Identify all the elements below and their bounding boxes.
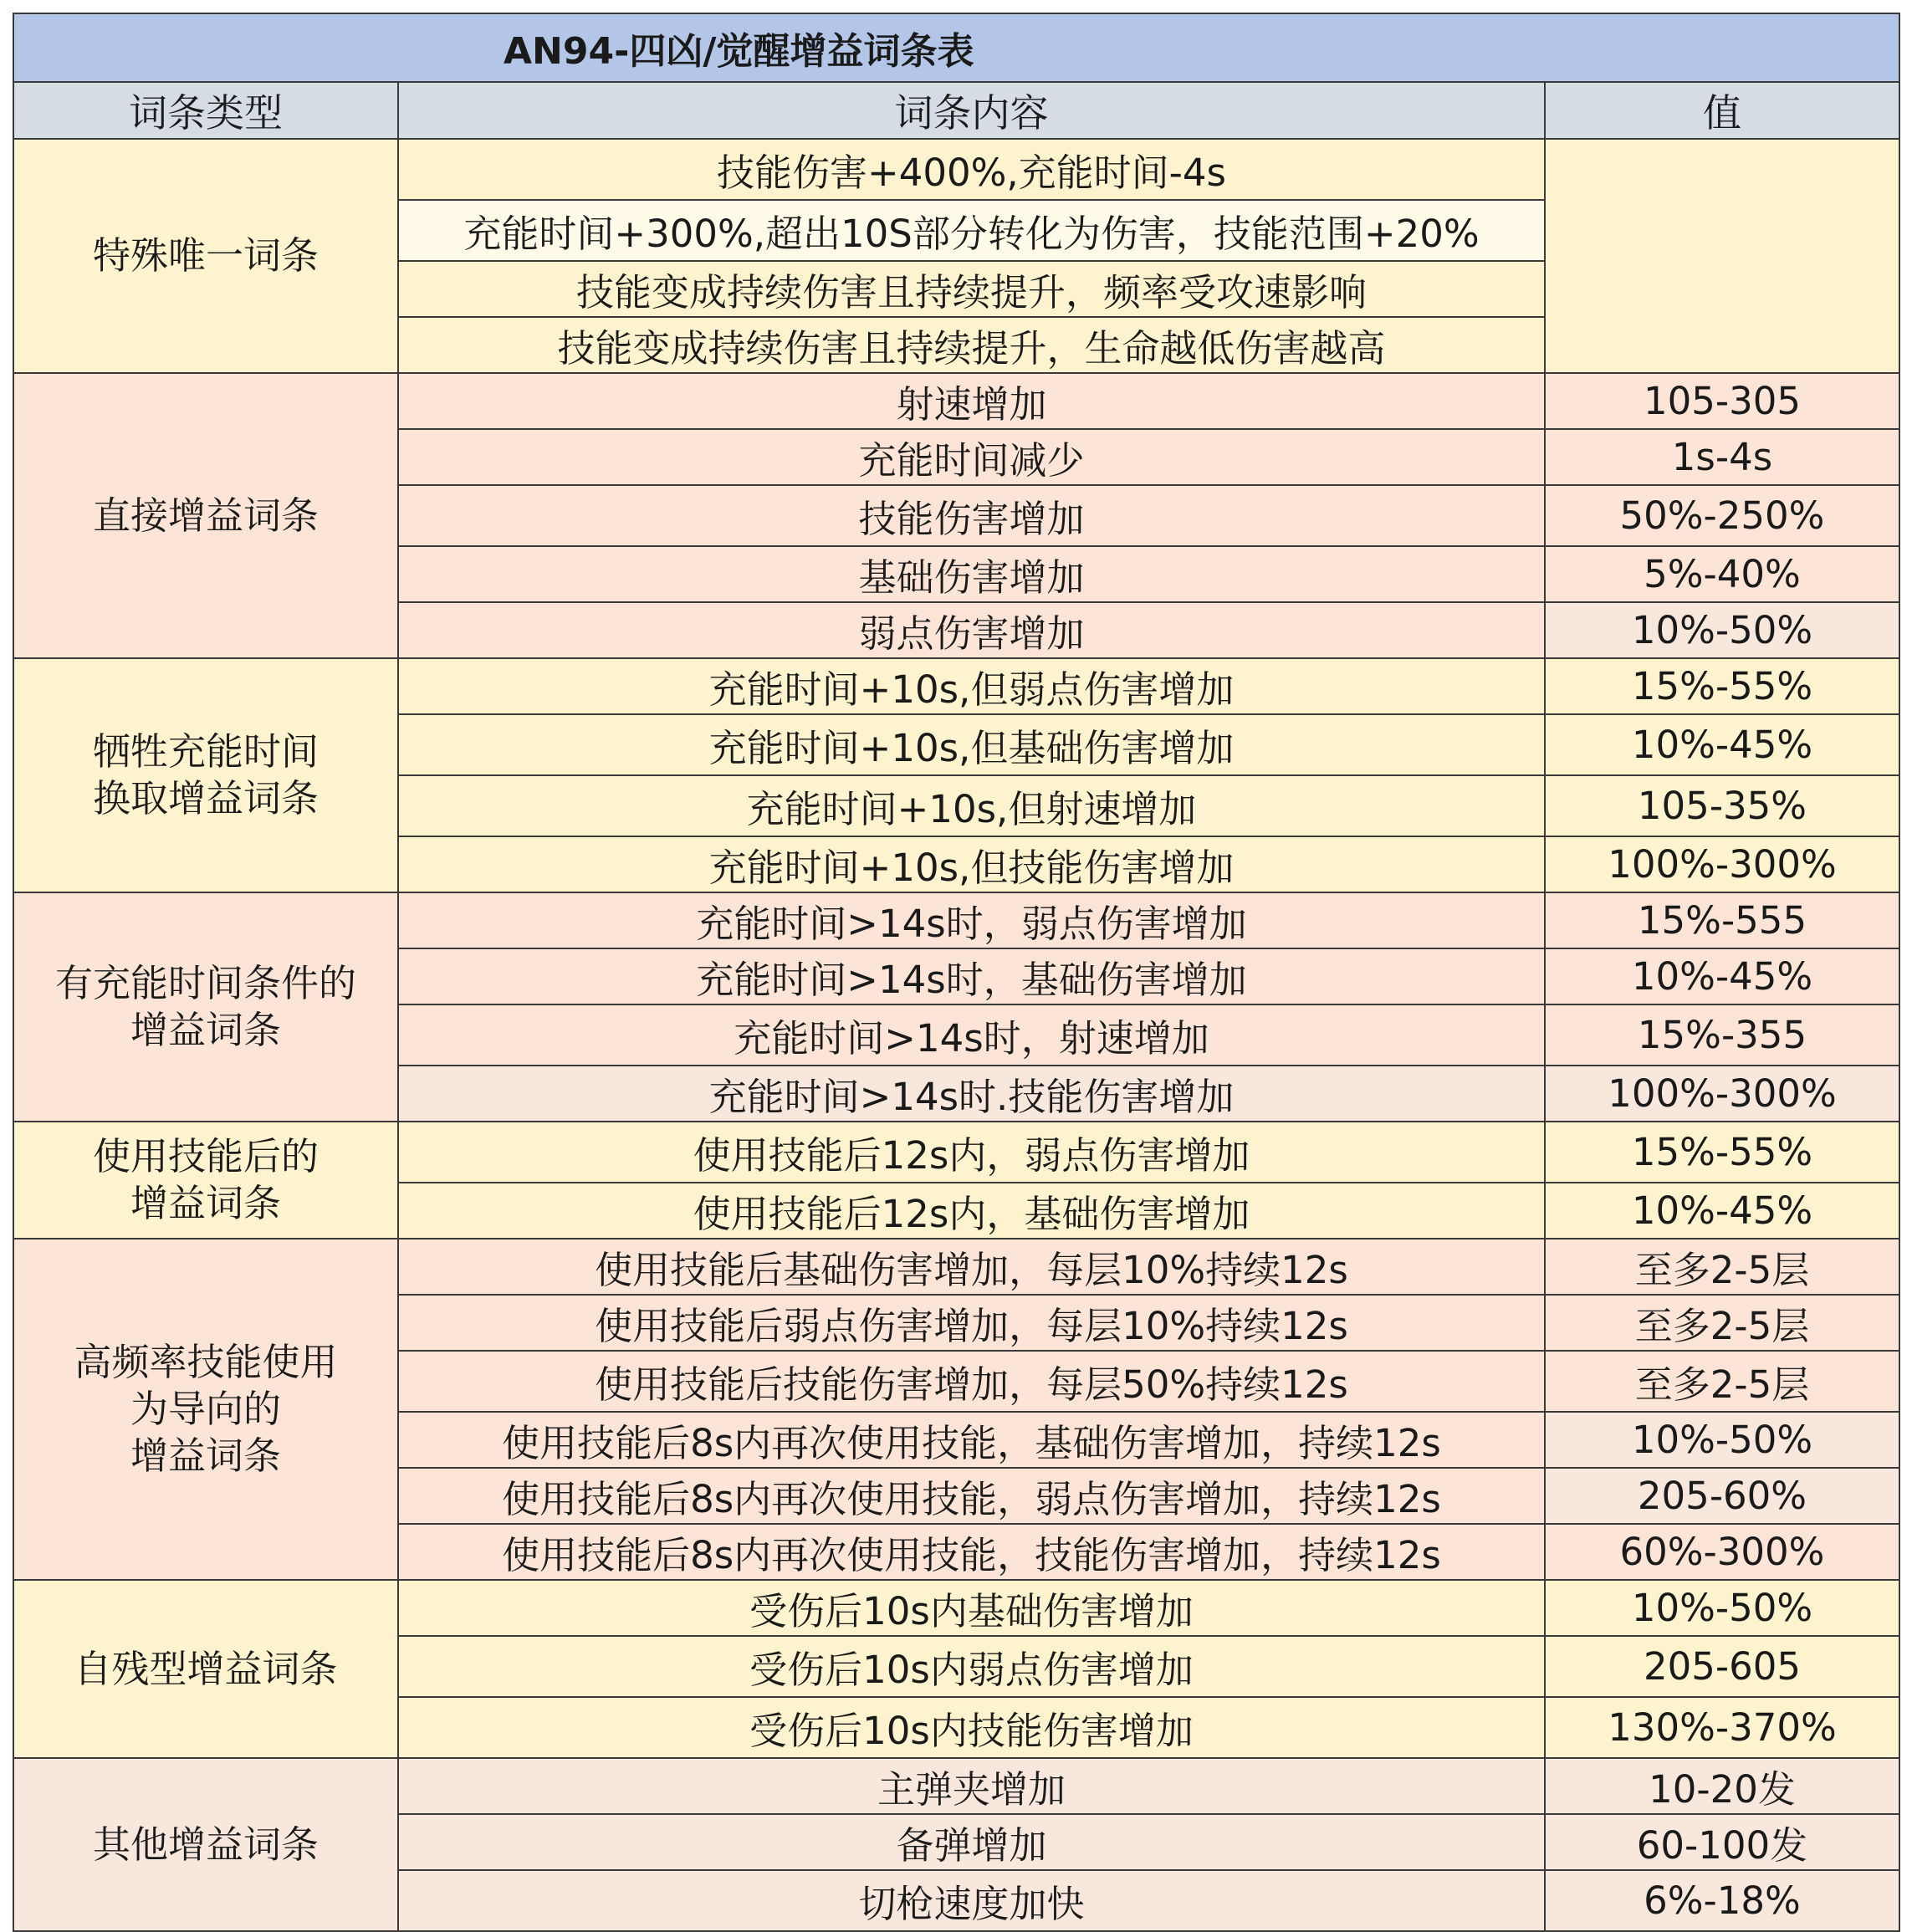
value-cell: 130%-370% [1545,1697,1899,1758]
content-cell: 充能时间+10s,但弱点伤害增加 [398,658,1545,714]
content-cell: 充能时间>14s时，弱点伤害增加 [398,892,1545,948]
value-cell: 至多2-5层 [1545,1239,1899,1295]
content-cell: 充能时间+10s,但技能伤害增加 [398,836,1545,892]
content-cell: 使用技能后基础伤害增加，每层10%持续12s [398,1239,1545,1295]
table-row [13,373,1899,429]
category-cell: 自残型增益词条 [13,1580,398,1758]
content-cell: 受伤后10s内技能伤害增加 [398,1697,1545,1758]
header-content: 词条内容 [398,82,1545,139]
value-cell: 10%-50% [1545,1580,1899,1636]
content-cell: 使用技能后8s内再次使用技能，基础伤害增加，持续12s [398,1412,1545,1468]
table-row [13,139,1899,200]
category-cell: 牺牲充能时间 换取增益词条 [13,658,398,892]
content-cell: 使用技能后技能伤害增加，每层50%持续12s [398,1351,1545,1412]
value-cell: 100%-300% [1545,836,1899,892]
header-type: 词条类型 [13,82,398,139]
content-cell: 充能时间+10s,但基础伤害增加 [398,714,1545,775]
category-cell: 使用技能后的 增益词条 [13,1122,398,1239]
value-cell: 至多2-5层 [1545,1351,1899,1412]
category-cell: 特殊唯一词条 [13,139,398,373]
value-cell: 60-100发 [1545,1814,1899,1870]
content-cell: 射速增加 [398,373,1545,429]
content-cell: 主弹夹增加 [398,1758,1545,1814]
buff-table [13,13,1900,1932]
value-cell: 至多2-5层 [1545,1295,1899,1351]
content-cell: 使用技能后12s内，基础伤害增加 [398,1183,1545,1239]
content-cell: 充能时间+300%,超出10S部分转化为伤害，技能范围+20% [398,200,1545,261]
content-cell: 充能时间>14s时，基础伤害增加 [398,948,1545,1004]
category-cell: 直接增益词条 [13,373,398,658]
value-cell: 205-60% [1545,1468,1899,1524]
header-value: 值 [1545,82,1899,139]
value-cell: 1s-4s [1545,429,1899,485]
value-cell: 10%-45% [1545,948,1899,1004]
table-row [13,1580,1899,1636]
content-cell: 技能变成持续伤害且持续提升，生命越低伤害越高 [398,317,1545,373]
content-cell: 使用技能后8s内再次使用技能，弱点伤害增加，持续12s [398,1468,1545,1524]
table-row [13,1758,1899,1814]
value-cell: 15%-355 [1545,1004,1899,1066]
content-cell: 充能时间+10s,但射速增加 [398,775,1545,836]
content-cell: 切枪速度加快 [398,1870,1545,1931]
value-cell [1545,139,1899,373]
value-cell: 6%-18% [1545,1870,1899,1931]
content-cell: 受伤后10s内基础伤害增加 [398,1580,1545,1636]
table-row [13,892,1899,948]
value-cell: 100%-300% [1545,1066,1899,1122]
category-cell: 有充能时间条件的 增益词条 [13,892,398,1122]
table-row [13,658,1899,714]
content-cell: 弱点伤害增加 [398,602,1545,658]
content-cell: 技能伤害增加 [398,485,1545,546]
content-cell: 使用技能后12s内，弱点伤害增加 [398,1122,1545,1183]
content-cell: 充能时间>14s时，射速增加 [398,1004,1545,1066]
content-cell: 受伤后10s内弱点伤害增加 [398,1636,1545,1697]
table-row [13,1122,1899,1183]
table-row [13,1239,1899,1295]
value-cell: 10%-45% [1545,714,1899,775]
category-cell: 其他增益词条 [13,1758,398,1931]
value-cell: 10%-50% [1545,1412,1899,1468]
table-body [13,139,1899,1931]
value-cell: 5%-40% [1545,546,1899,602]
value-cell: 15%-55% [1545,1122,1899,1183]
buff-table-container [13,13,1899,1932]
value-cell: 105-305 [1545,373,1899,429]
content-cell: 充能时间>14s时.技能伤害增加 [398,1066,1545,1122]
content-cell: 技能伤害+400%,充能时间-4s [398,139,1545,200]
value-cell: 15%-555 [1545,892,1899,948]
value-cell: 15%-55% [1545,658,1899,714]
value-cell: 60%-300% [1545,1524,1899,1580]
content-cell: 基础伤害增加 [398,546,1545,602]
content-cell: 充能时间减少 [398,429,1545,485]
content-cell: 技能变成持续伤害且持续提升，频率受攻速影响 [398,261,1545,317]
value-cell: 10%-50% [1545,602,1899,658]
content-cell: 使用技能后弱点伤害增加，每层10%持续12s [398,1295,1545,1351]
value-cell: 50%-250% [1545,485,1899,546]
content-cell: 备弹增加 [398,1814,1545,1870]
value-cell: 10%-45% [1545,1183,1899,1239]
content-cell: 使用技能后8s内再次使用技能，技能伤害增加，持续12s [398,1524,1545,1580]
value-cell: 105-35% [1545,775,1899,836]
category-cell: 高频率技能使用 为导向的 增益词条 [13,1239,398,1580]
value-cell: 10-20发 [1545,1758,1899,1814]
table-title: AN94-四凶/觉醒增益词条表 [13,13,1899,82]
value-cell: 205-605 [1545,1636,1899,1697]
